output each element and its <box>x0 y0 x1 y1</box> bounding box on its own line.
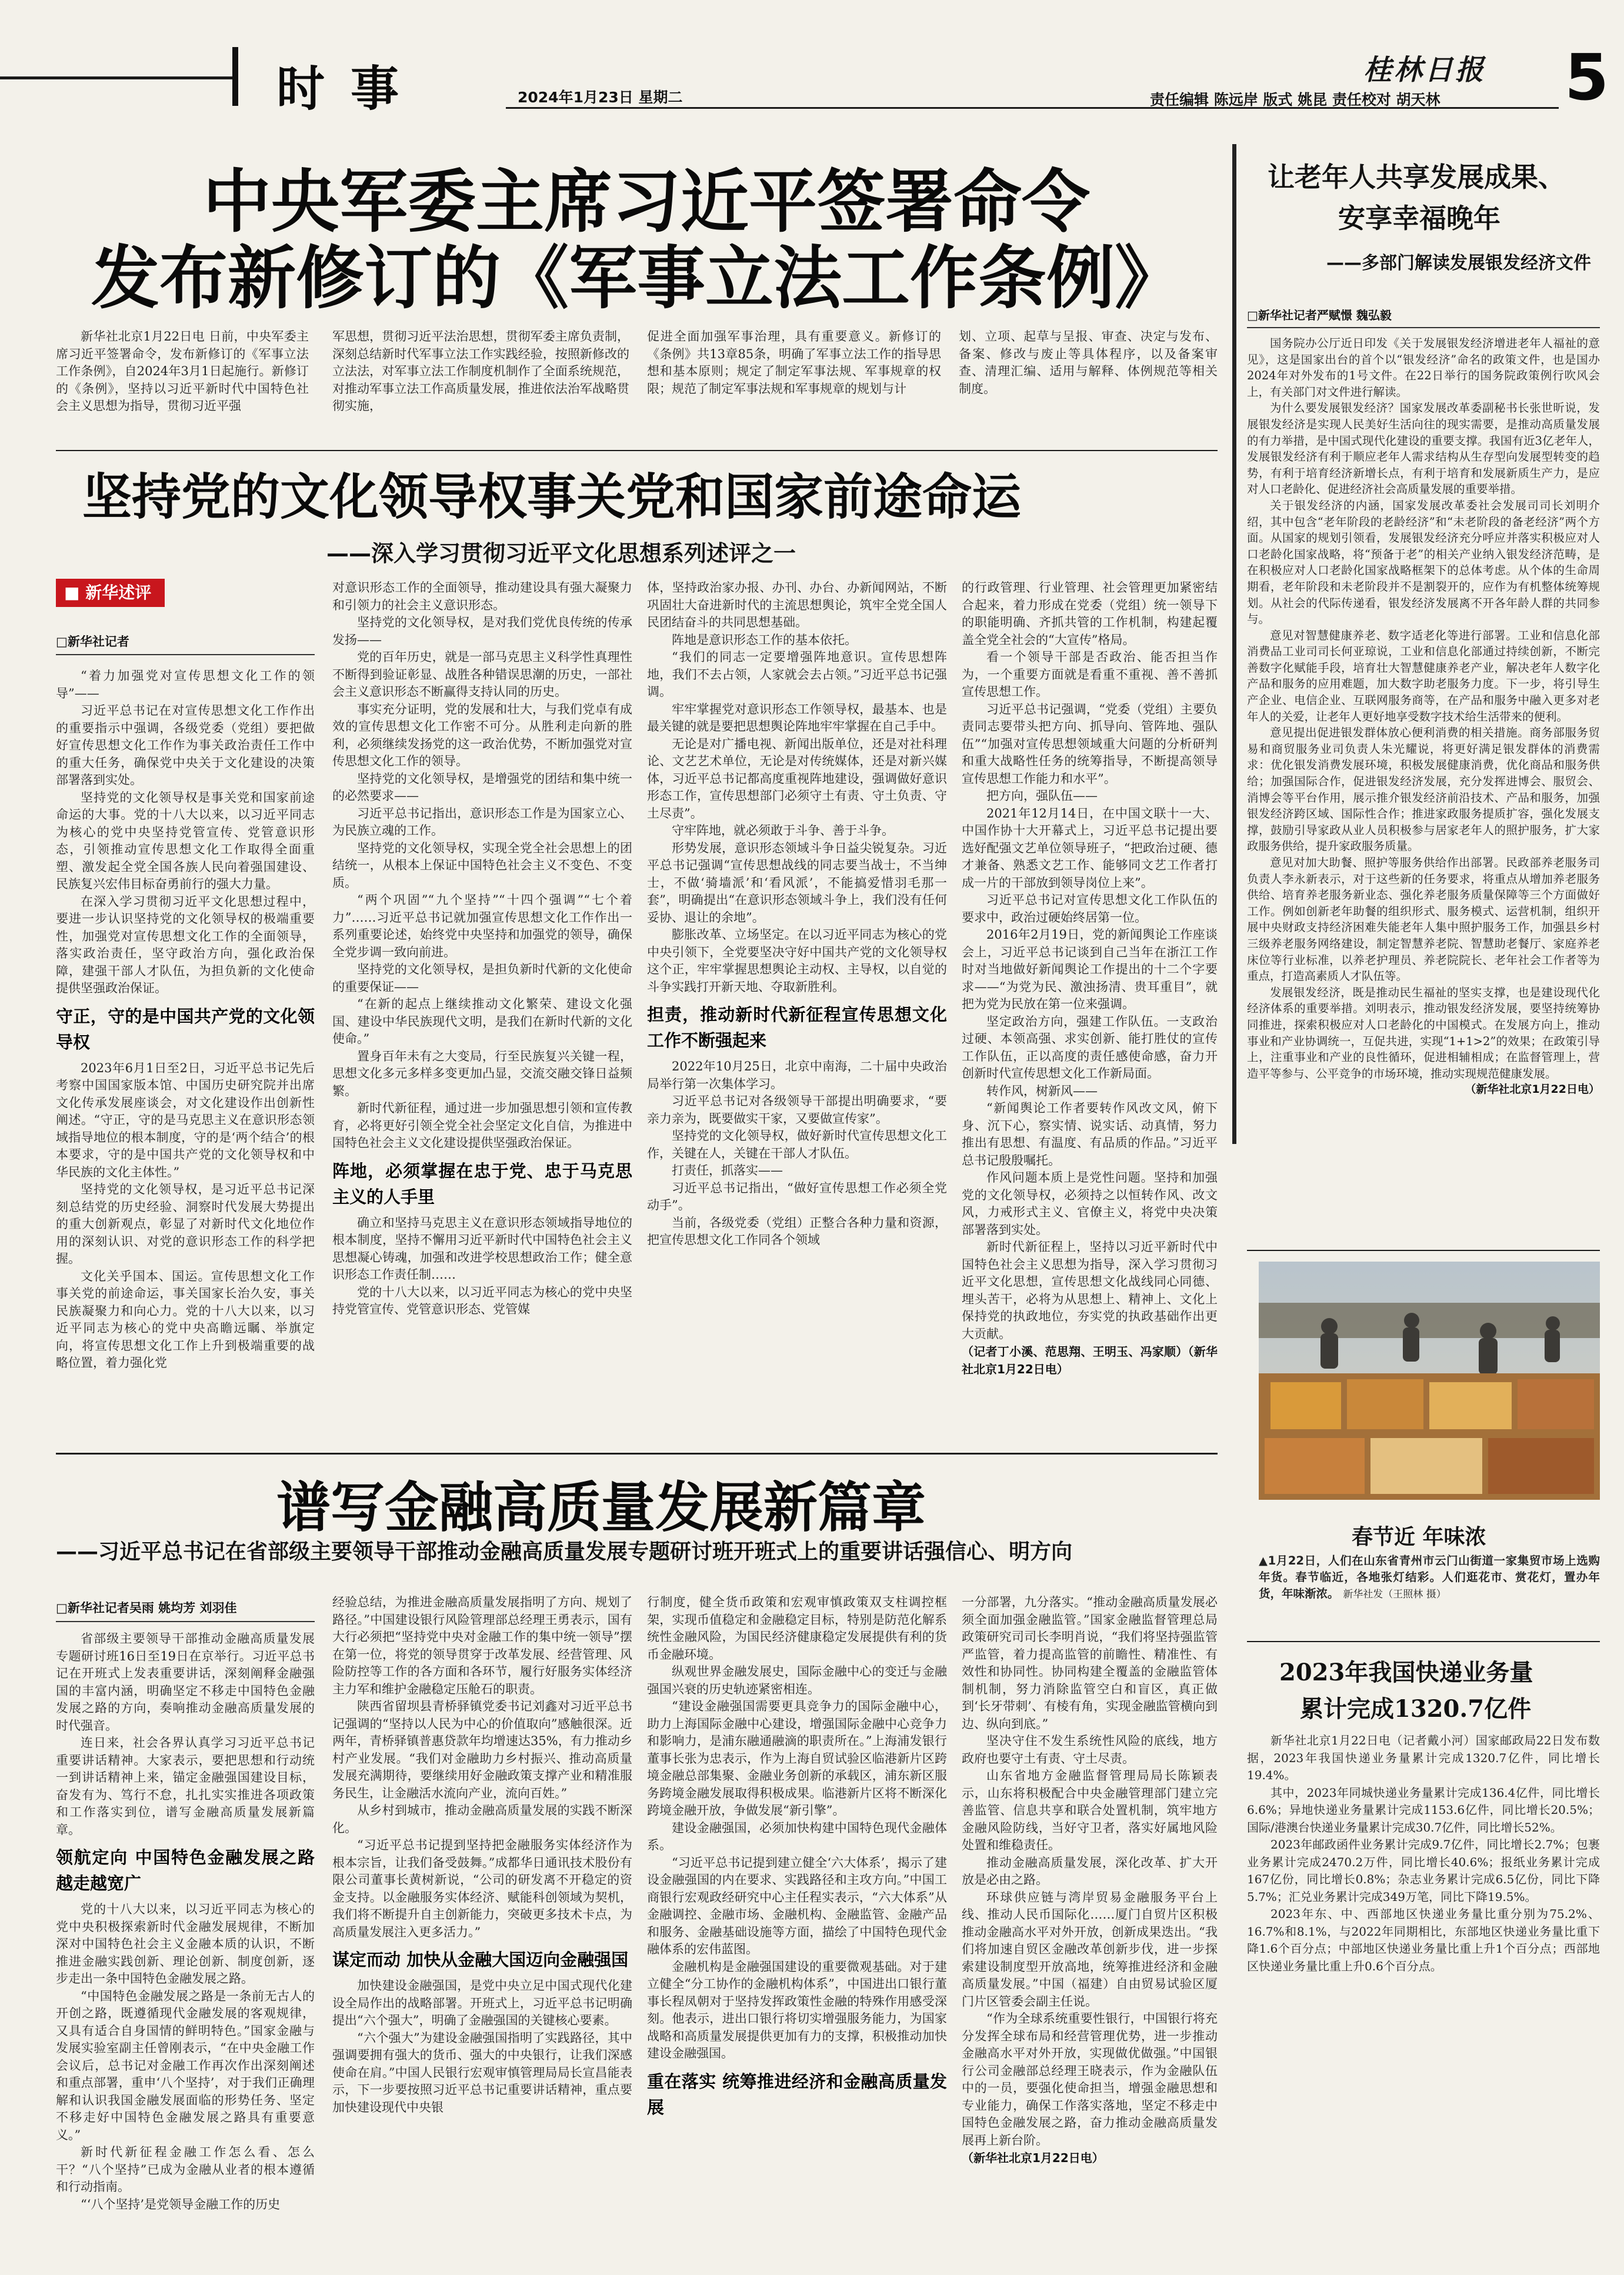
sidebar-body: 国务院办公厅近日印发《关于发展银发经济增进老年人福祉的意见》，这是国家出台的首个以“银发经济”命名的政策文件，也是国办2024年对外发布的1号文件。在22日举行的国务院政策例行吹风会上，有关部门对文件进行解读。 为什么要发展银发经济？国家发展改革委副秘书长张世昕说，发展银发经济是实现人民美好生活向往的现实需要，是推动高质量发展的有力举措，是中国式现代化建设的重要支撑。我国有近3亿老年人，发展银发经济有利于顺应老年人需求结构从生存型向发展型转变的趋势，有利于培育经济新增长点，有利于培育和发展新质生产力，是应对人口老龄化、促进经济社会高质量发展的重要举措。 关于银发经济的内涵，国家发展改革委社会发展司司长刘明介绍，其中包含“老年阶段的老龄经济”和“未老阶段的备老经济”两个方面。从国家的规划引领看，发展银发经济充分呼应并落实积极应对人口老龄化国家战略，将“预备于老”的相关产业纳入银发经济范畴，是在积极应对人口老龄化国家战略框架下的总体考虑。从个体的生命周期看，老年阶段和未老阶段并不是割裂开的，应作为有机整体统筹规划。从社会的代际传递看，银发经济发展离不开各年龄人群的共同参与。 意见对智慧健康养老、数字适老化等进行部署。工业和信息化部消费品工业司司长何亚琼说，工业和信息化部通过持续创新，不断完善数字化赋能手段，培育壮大智慧健康养老产业，解决老年人数字化产品和服务的应用难题，加大数字助老服务力度。下一步，将引导生产企业、电信企业、互联网服务商等，在产品和服务中融入更多对老年人的关爱，让老年人更好地享受数字技术给生活带来的便利。 意见提出促进银发群体放心便利消费的相关措施。商务部服务贸易和商贸服务业司负责人朱光耀说，将更好满足银发群体的消费需求：优化银发消费发展环境，积极发展健康消费，优化商品和服务供给；加强国际合作，促进银发经济发展，充分发挥进博会、服贸会、消博会等平台作用，展示推介银发经济前沿技术、产品和服务，加强银发经济跨区域、国际性合作；推进家政服务提质扩容，强化发展支撑，鼓励引导家政从业人员积极参与居家老年人的照护服务，扩大家政服务供给，提升家政服务质量。 意见对加大助餐、照护等服务供给作出部署。民政部养老服务司负责人李永新表示，对于这些新的任务要求，将重点从增加养老服务供给、培育养老服务新业态、强化养老服务质量保障等三个方面做好工作。例如创新老年助餐的组织形式、服务模式、运营机制，组织开展中央财政支持经济困难失能老年人集中照护服务工作，加强县乡村三级养老服务网络建设，制定智慧养老院、智慧助老餐厅、家庭养老床位等行业标准，以养老护理员、养老院院长、老年社会工作者等为重点，打造高素质人才队伍等。 发展银发经济，既是推动民生福祉的坚实支撑，也是建设现代化经济体系的重要举措。刘明表示，推动银发经济发展，要坚持统筹协同推进，探索积极应对人口老龄化的中国模式。在发展方向上，推动事业和产业协调统一，互促共进，实现“1+1>2”的效果；在政策引导上，注重事业和产业的良性循环，促进相辅相成；在监督管理上，营造平等参与、公平竞争的市场环境，推动实现规范健康发展。 （新华社北京1月22日电） <box>1247 335 1600 1238</box>
article3-subhead-1: 领航定向 中国特色金融发展之路越走越宽广 <box>56 1847 315 1893</box>
article2-col-4: 的行政管理、行业管理、社会管理更加紧密结合起来，着力形成在党委（党组）统一领导下的职能明确、齐抓共管的工作机制，构建起覆盖全党全社会的“大宣传”格局。 看一个领导干部是否政治、能否担当作为，一个重要方面就是看重不重视、善不善抓宣传思想工作。 习近平总书记强调，“党委（党组）主要负责同志要带头把方向、抓导向、管阵地、强队伍”“加强对宣传思想领域重大问题的分析研判和重大战略性任务的统筹指导，不断提高领导宣传思想工作能力和水平”。 把方向，强队伍—— 2021年12月14日，在中国文联十一大、中国作协十大开幕式上，习近平总书记提出要选好配强文艺单位领导班子，“把政治过硬、德才兼备、熟悉文艺工作、能够同文艺工作者打成一片的干部放到领导岗位上来”。 习近平总书记对宣传思想文化工作队伍的要求中，政治过硬始终居第一位。 2016年2月19日，党的新闻舆论工作座谈会上，习近平总书记谈到自己当年在浙江工作时对当地做好新闻舆论工作提出的十二个字要求——“为党为民、激浊扬清、贵耳重目”，就把为党为民放在第一位来强调。 坚定政治方向，强建工作队伍。一支政治过硬、本领高强、求实创新、能打胜仗的宣传工作队伍，正以高度的责任感使命感，奋力开创新时代宣传思想文化工作新局面。 转作风，树新风—— “新闻舆论工作者要转作风改文风，俯下身、沉下心，察实情、说实话、动真情，努力推出有思想、有温度、有品质的作品。”习近平总书记殷殷嘱托。 作风问题本质上是党性问题。坚持和加强党的文化领导权，必须持之以恒转作风、改文风，力戒形式主义、官僚主义，将党中央决策部署落到实处。 新时代新征程上，坚持以习近平新时代中国特色社会主义思想为指导，深入学习贯彻习近平文化思想，宣传思想文化战线同心同德、埋头苦干，必将为从思想上、精神上、文化上保持党的执政地位，夯实党的执政基础作出更大贡献。 （记者丁小溪、范思翔、王明玉、冯家顺）（新华社北京1月22日电） <box>962 579 1218 1326</box>
tag-xinhua-review: ■ 新华述评 <box>56 579 165 607</box>
article1-col-3: 促进全面加强军事治理，具有重要意义。新修订的《条例》共13章85条，明确了军事立法工作的指导思想和基本原则；规定了制定军事法规、军事规章的权限；规范了制定军事法规和军事规章的规划与计 <box>647 329 941 396</box>
article2-subhead-2: 阵地，必须掌握在忠于党、忠于马克思主义的人手里 <box>332 1160 632 1207</box>
article3-end: （新华社北京1月22日电） <box>962 2151 1104 2165</box>
sidebar-end: （新华社北京1月22日电） <box>1465 1083 1600 1096</box>
tag-label: 新华述评 <box>85 583 152 602</box>
photo-rule <box>1247 1641 1600 1642</box>
article2-col-2: 对意识形态工作的全面领导，推动建设具有强大凝聚力和引领力的社会主义意识形态。 坚持党的文化领导权，是对我们党优良传统的传承发扬—— 党的百年历史，就是一部马克思主义科学性真理性不断得到验证彰显、战胜各种错误思潮的历史，一部社会主义意识形态不断赢得支持认同的历史。 事实充分证明，党的发展和壮大，与我们党卓有成效的宣传思想文化工作密不可分。从胜利走向新的胜利，必须继续发扬党的这一政治优势，不断加强党对宣传思想文化工作的领导。 坚持党的文化领导权，是增强党的团结和集中统一的必然要求—— 习近平总书记指出，意识形态工作是为国家立心、为民族立魂的工作。 坚持党的文化领导权，实现全党全社会思想上的团结统一，从根本上保证中国特色社会主义不变色、不变质。 “两个巩固”“九个坚持”“十四个强调”“七个着力”……习近平总书记就加强宣传思想文化工作作出一系列重要论述，始终党中央坚持和加强党的领导，确保全党步调一致向前进。 坚持党的文化领导权，是担负新时代新的文化使命的重要保证—— “在新的起点上继续推动文化繁荣、建设文化强国、建设中华民族现代文明，是我们在新时代新的文化使命。” 置身百年未有之大变局，行至民族复兴关键一程，思想文化多元多样多变更加凸显，交流交融交锋日益频繁。 新时代新征程，通过进一步加强思想引领和宣传教育，必将更好引领全党全社会坚定文化自信，为推进中国特色社会主义文化建设提供坚强政治保证。 阵地，必须掌握在忠于党、忠于马克思主义的人手里 确立和坚持马克思主义在意识形态领域指导地位的根本制度，坚持不懈用习近平新时代中国特色社会主义思想凝心铸魂，加强和改进学校思想政治工作；健全意识形态工作责任制…… 党的十八大以来，以习近平同志为核心的党中央坚持党管宣传、党管意识形态、党管媒 <box>332 581 632 1316</box>
article1-col-2: 军思想，贯彻习近平法治思想，贯彻军委主席负责制，深刻总结新时代军事立法工作实践经验，按照新修改的立法法，对军事立法工作制度机制作了全面系统规范，对推动军事立法工作高质量发展，推进依法治军战略贯彻实施， <box>332 329 629 413</box>
article2-rule <box>56 1453 1218 1455</box>
section-bar <box>232 47 238 106</box>
masthead-rule-left <box>0 76 232 79</box>
page-number: 5 <box>1565 41 1609 115</box>
article3-col-4: 一分部署，九分落实。“推动金融高质量发展必须全面加强金融监管。”国家金融监督管理总局政策研究司司长李明肖说，“我们将坚持强监管严监管，着力提高监管的前瞻性、精准性、有效性和协同性。协同构建全覆盖的金融监管体制机制，努力消除监管空白和盲区，真正做到‘长牙带刺’、有棱有角，实现金融监管横向到边、纵向到底。” 坚决守住不发生系统性风险的底线，地方政府也要守土有责、守土尽责。 山东省地方金融监督管理局局长陈颖表示，山东将积极配合中央金融管理部门建立完善监管、信息共享和联合处置机制，筑牢地方金融风险防线，当好守卫者，落实好属地风险处置和维稳责任。 推动金融高质量发展，深化改革、扩大开放是必由之路。 环球供应链与湾岸贸易金融服务平台上线、推动人民币国际化……厦门自贸片区积极推动金融高水平对外开放，创新成果迭出。“我们将加速自贸区金融改革创新步伐，进一步探索建设制度型开放高地，统筹推进经济和金融高质量发展。”中国（福建）自由贸易试验区厦门片区管委会副主任说。 “作为全球系统重要性银行，中国银行将充分发挥全球布局和经营管理优势，进一步推动金融高水平对外开放，实现做优做强。”中国银行公司金融部总经理王晓表示，作为金融队伍中的一员，要强化使命担当，增强金融思想和专业能力，确保工作落实落地，坚定不移走中国特色金融发展之路，奋力推动金融高质量发展再上新台阶。 （新华社北京1月22日电） <box>962 1594 1218 2263</box>
article2-subhead-1: 守正，守的是中国共产党的文化领导权 <box>56 1006 315 1052</box>
sidebar-subheadline: ——多部门解读发展银发经济文件 <box>1326 253 1591 273</box>
brief-body: 新华社北京1月22日电（记者戴小河）国家邮政局22日发布数据，2023年我国快递业务量累计完成1320.7亿件，同比增长19.4%。 其中，2023年同城快递业务量累计完成136.4亿件，同比增长6.6%；异地快递业务量累计完成1153.6亿件，同比增长20.5%；国际/港澳台快递业务量累计完成30.7亿件，同比增长52%。 2023年邮政函件业务累计完成9.7亿件，同比增长2.7%；包裹业务累计完成2470.2万件，同比增长40.6%；报纸业务累计完成167亿份，同比增长0.8%；杂志业务累计完成6.5亿份，同比下降5.7%；汇兑业务累计完成349万笔，同比下降19.5%。 2023年东、中、西部地区快递业务量比重分别为75.2%、16.7%和8.1%，与2022年同期相比，东部地区快递业务量比重下降1.6个百分点；中部地区快递业务量比重上升1个百分点；西部地区快递业务量比重上升0.6个百分点。 <box>1247 1733 1600 1973</box>
article3-col-3: 行制度，健全货币政策和宏观审慎政策双支柱调控框架，实现币值稳定和金融稳定目标，特别是防范化解系统性金融风险，为国民经济健康稳定发展提供有利的货币金融环境。 纵观世界金融发展史，国际金融中心的变迁与金融强国兴衰的历史轨迹紧密相连。 “建设金融强国需要更具竞争力的国际金融中心，助力上海国际金融中心建设，增强国际金融中心竞争力和影响力，是浦东融通融滴的职责所在。”上海浦发银行董事长张为忠表示，作为上海自贸试验区临港新片区跨境金融总部集聚、金融业务创新的承载区，浦东新区服务跨境金融发展取得积极成果。临港新片区将不断深化跨境金融开放，争做发展“新引擎”。 建设金融强国，必须加快构建中国特色现代金融体系。 “习近平总书记提到建立健全‘六大体系’，揭示了建设金融强国的内在要求、实践路径和主攻方向。”中国工商银行宏观政经研究中心主任程实表示，“六大体系”从金融调控、金融市场、金融机构、金融监管、金融产品和服务、金融基础设施等方面，描绘了中国特色现代金融体系的宏伟蓝图。 金融机构是金融强国建设的重要微观基础。对于建立健全“分工协作的金融机构体系”，中国进出口银行董事长程凤朝对于坚持发挥政策性金融的特殊作用感受深刻。他表示，进出口银行将切实增强服务能力，为国家战略和高质量发展提供更加有力的支撑，积极推动加快建设金融强国。 重在落实 统筹推进经济和金融高质量发展 <box>647 1594 947 2263</box>
article2-subhead-3: 担责，推动新时代新征程宣传思想文化工作不断强起来 <box>647 1005 947 1050</box>
sidebar-rule <box>1247 1250 1600 1251</box>
paper-logo: 桂林日报 <box>1363 54 1486 86</box>
article1-rule <box>56 450 1218 451</box>
sidebar-byline-rule <box>1247 327 1600 328</box>
photo-credit: 新华社发（王照林 摄） <box>1343 1589 1446 1600</box>
article3-col-1: 省部级主要领导干部推动金融高质量发展专题研讨班16日至19日在京举行。习近平总书记在开班式上发表重要讲话，深刻阐释金融强国的丰富内涵，明确坚定不移走中国特色金融发展之路的方向，奏响推动金融高质量发展的时代强音。 连日来，社会各界认真学习习近平总书记重要讲话精神。大家表示，要把思想和行动统一到讲话精神上来，锚定金融强国建设目标，奋发有为、笃行不怠，扎扎实实推进各项政策和工作落实到位，谱写金融高质量发展新篇章。 领航定向 中国特色金融发展之路越走越宽广 党的十八大以来，以习近平同志为核心的党中央积极探索新时代金融发展规律，不断加深对中国特色社会主义金融本质的认识，不断推进金融实践创新、理论创新、制度创新，逐步走出一条中国特色金融发展之路。 “中国特色金融发展之路是一条前无古人的开创之路，既遵循现代金融发展的客观规律，又具有适合自身国情的鲜明特色。”国家金融与发展实验室副主任曾刚表示，“在中央金融工作会议后，总书记对金融工作再次作出深刻阐述和重点部署，重申‘八个坚持’，对于我们正确理解和认识我国金融发展面临的形势任务、坚定不移走好中国特色金融发展之路具有重要意义。” 新时代新征程金融工作怎么看、怎么干？“八个坚持”已成为金融从业者的根本遵循和行动指南。 “‘八个坚持’是党领导金融工作的历史 <box>56 1632 315 2211</box>
article3-byline-rule <box>56 1621 315 1622</box>
sidebar-headline-2: 安享幸福晚年 <box>1338 202 1500 234</box>
article2-byline: □新华社记者 <box>56 635 129 649</box>
article2-headline: 坚持党的文化领导权事关党和国家前途命运 <box>82 468 1022 526</box>
article2-subheadline: ——深入学习贯彻习近平文化思想系列述评之一 <box>326 541 796 566</box>
section-title: 时事 <box>276 61 425 117</box>
sidebar-frame <box>1232 144 1236 1144</box>
article1-col-1: 新华社北京1月22日电 日前，中央军委主席习近平签署命令，发布新修订的《军事立法工作条例》，自2024年3月1日起施行。新修订的《条例》，坚持以习近平新时代中国特色社会主义思想为指导，贯彻习近平强 <box>56 329 309 413</box>
photo-title: 春节近 年味浓 <box>1352 1525 1486 1549</box>
article3-byline: □新华社记者吴雨 姚均芳 刘羽佳 <box>56 1601 237 1615</box>
brief-headline-2: 累计完成1320.7亿件 <box>1300 1695 1532 1723</box>
sidebar-headline-1: 让老年人共享发展成果、 <box>1268 161 1565 193</box>
article1-headline-2: 发布新修订的《军事立法工作条例》 <box>91 239 1183 318</box>
article2-byline-rule <box>56 654 315 655</box>
article3-col-2: 经验总结，为推进金融高质量发展指明了方向、规划了路径。”中国建设银行风险管理部总经理王勇表示，国有大行必须把“坚持党中央对金融工作的集中统一领导”摆在第一位，将党的领导贯穿于改革发展、经营管理、风险防控等工作的各方面和各环节，履行好服务实体经济主力军和维护金融稳定压舱石的职责。 陕西省留坝县青桥驿镇党委书记刘鑫对习近平总书记强调的“坚持以人民为中心的价值取向”感触很深。近两年，青桥驿镇普惠贷款年均增速达35%，有力推动乡村产业发展。“我们对金融助力乡村振兴、推动高质量发展充满期待，要继续用好金融政策支撑产业和精准服务民生，让金融活水流向产业，流向百姓。” 从乡村到城市，推动金融高质量发展的实践不断深化。 “习近平总书记提到坚持把金融服务实体经济作为根本宗旨，让我们备受鼓舞。”成都华日通讯技术股份有限公司董事长黄树新说，“公司的研发离不开稳定的资金支持。以金融服务实体经济、赋能科创领域为契机，我们将不断提升自主创新能力，突破更多技术卡点，为高质量发展注入更多活力。” 谋定而动 加快从金融大国迈向金融强国 加快建设金融强国，是党中央立足中国式现代化建设全局作出的战略部署。开班式上，习近平总书记明确提出“六个强大”，明确了金融强国的关键核心要素。 “六个强大”为建设金融强国指明了实践路径，其中强调要拥有强大的货币、强大的中央银行，让我们深感使命在肩。”中国人民银行宏观审慎管理局局长宣昌能表示，下一步要按照习近平总书记重要讲话精神，重点要加快建设现代中央银 <box>332 1595 632 2114</box>
editors: 责任编辑 陈远岸 版式 姚昆 责任校对 胡天林 <box>1150 91 1440 108</box>
photo-caption: ▲1月22日，人们在山东省青州市云门山街道一家集贸市场上选购年货。春节临近，各地张灯结彩。人们逛花市、赏花灯，置办年货，年味渐浓。 新华社发（王照林 摄） <box>1259 1554 1600 1600</box>
article1-col-4: 划、立项、起草与呈报、审查、决定与发布、备案、修改与废止等具体程序，以及备案审查、清理汇编、适用与解释、体例规范等相关制度。 <box>959 329 1218 396</box>
article2-end: （记者丁小溪、范思翔、王明玉、冯家顺）（新华社北京1月22日电） <box>962 1345 1218 1376</box>
article3-subhead-2: 谋定而动 加快从金融大国迈向金融强国 <box>332 1950 629 1970</box>
article2-col-3: 体，坚持政治家办报、办刊、办台、办新闻网站，不断巩固壮大奋进新时代的主流思想舆论，筑牢全党全国人民团结奋斗的共同思想基础。 阵地是意识形态工作的基本依托。 “我们的同志一定要增强阵地意识。宣传思想阵地，我们不去占领，人家就会去占领。”习近平总书记强调。 牢牢掌握党对意识形态工作领导权，最基本、也是最关键的就是要把思想舆论阵地牢牢掌握在自己手中。 无论是对广播电视、新闻出版单位，还是对社科理论、文艺艺术单位，无论是对传统媒体，还是对新兴媒体，习近平总书记都高度重视阵地建设，强调做好意识形态工作，宣传思想部门必须守土有责、守土负责、守土尽责”。 守牢阵地，就必须敢于斗争、善于斗争。 形势发展，意识形态领域斗争日益尖锐复杂。习近平总书记强调“宣传思想战线的同志要当战士，不当绅士，不做‘骑墙派’和‘看风派’，不能搞爱惜羽毛那一套”，明确提出“在意识形态领域斗争上，我们没有任何妥协、退让的余地”。 膨胀改革、立场坚定。在以习近平同志为核心的党中央引领下，全党要坚决守好中国共产党的文化领导权这个正，牢牢掌握思想舆论主动权、主导权，以自觉的斗争实践打开新天地、夺取新胜利。 担责，推动新时代新征程宣传思想文化工作不断强起来 2022年10月25日，北京中南海，二十届中央政治局举行第一次集体学习。 习近平总书记对各级领导干部提出明确要求，“要亲力亲为，既要做实干家，又要做宣传家”。 坚持党的文化领导权，做好新时代宣传思想文化工作，关键在人，关键在干部人才队伍。 打责任，抓落实—— 习近平总书记指出，“做好宣传思想工作必须全党动手”。 当前，各级党委（党组）正整合各种力量和资源，把宣传思想文化工作同各个领域 <box>647 581 947 1247</box>
article3-subheadline: ——习近平总书记在省部级主要领导干部推动金融高质量发展专题研讨班开班式上的重要讲话强信心、明方向 <box>56 1540 1073 1564</box>
issue-date: 2024年1月23日 星期二 <box>518 89 683 106</box>
article3-subhead-3: 重在落实 统筹推进经济和金融高质量发展 <box>647 2071 947 2117</box>
brief-headline-1: 2023年我国快递业务量 <box>1279 1659 1533 1686</box>
article2-col-1: “着力加强党对宣传思想文化工作的领导”—— 习近平总书记在对宣传思想文化工作作出的重要指示中强调，各级党委（党组）要把做好宣传思想文化工作作为事关政治责任工作中的重大任务，确保党中央关于文化建设的决策部署落到实处。 坚持党的文化领导权是事关党和国家前途命运的大事。党的十八大以来，以习近平同志为核心的党中央坚持党管宣传、党管意识形态，引领推动宣传思想文化工作取得全面重塑、激发起全党全国各族人民向着强国建设、民族复兴宏伟目标奋勇前行的强大力量。 在深入学习贯彻习近平文化思想过程中，要进一步认识坚持党的文化领导权的极端重要性，加强党对宣传思想文化工作的全面领导，落实政治责任，坚守政治方向，强化政治保障，建强干部人才队伍，为担负新的文化使命提供坚强政治保证。 守正，守的是中国共产党的文化领导权 2023年6月1日至2日，习近平总书记先后考察中国国家版本馆、中国历史研究院并出席文化传承发展座谈会，对文化建设作出创新性阐述。“守正，守的是马克思主义在意识形态领域指导地位的根本制度，守的是‘两个结合’的根本要求，守的是中国共产党的文化领导权和中华民族的文化主体性。” 坚持党的文化领导权，是习近平总书记深刻总结党的历史经验、洞察时代发展大势提出的重大创新观点，彰显了对新时代文化地位作用的深刻认识、对党的意识形态工作的科学把握。 文化关乎国本、国运。宣传思想文化工作事关党的前途命运，事关国家长治久安，事关民族凝聚力和向心力。党的十八大以来，以习近平同志为核心的党中央高瞻远瞩、举旗定向，将宣传思想文化工作上升到极端重要的战略位置，着力强化党 <box>56 669 315 1370</box>
article1-headline-1: 中央军委主席习近平签署命令 <box>203 162 1090 242</box>
market-photo <box>1259 1262 1600 1500</box>
article3-headline: 谱写金融高质量发展新篇章 <box>276 1476 926 1539</box>
sidebar-byline: □新华社记者严赋憬 魏弘毅 <box>1247 308 1392 322</box>
